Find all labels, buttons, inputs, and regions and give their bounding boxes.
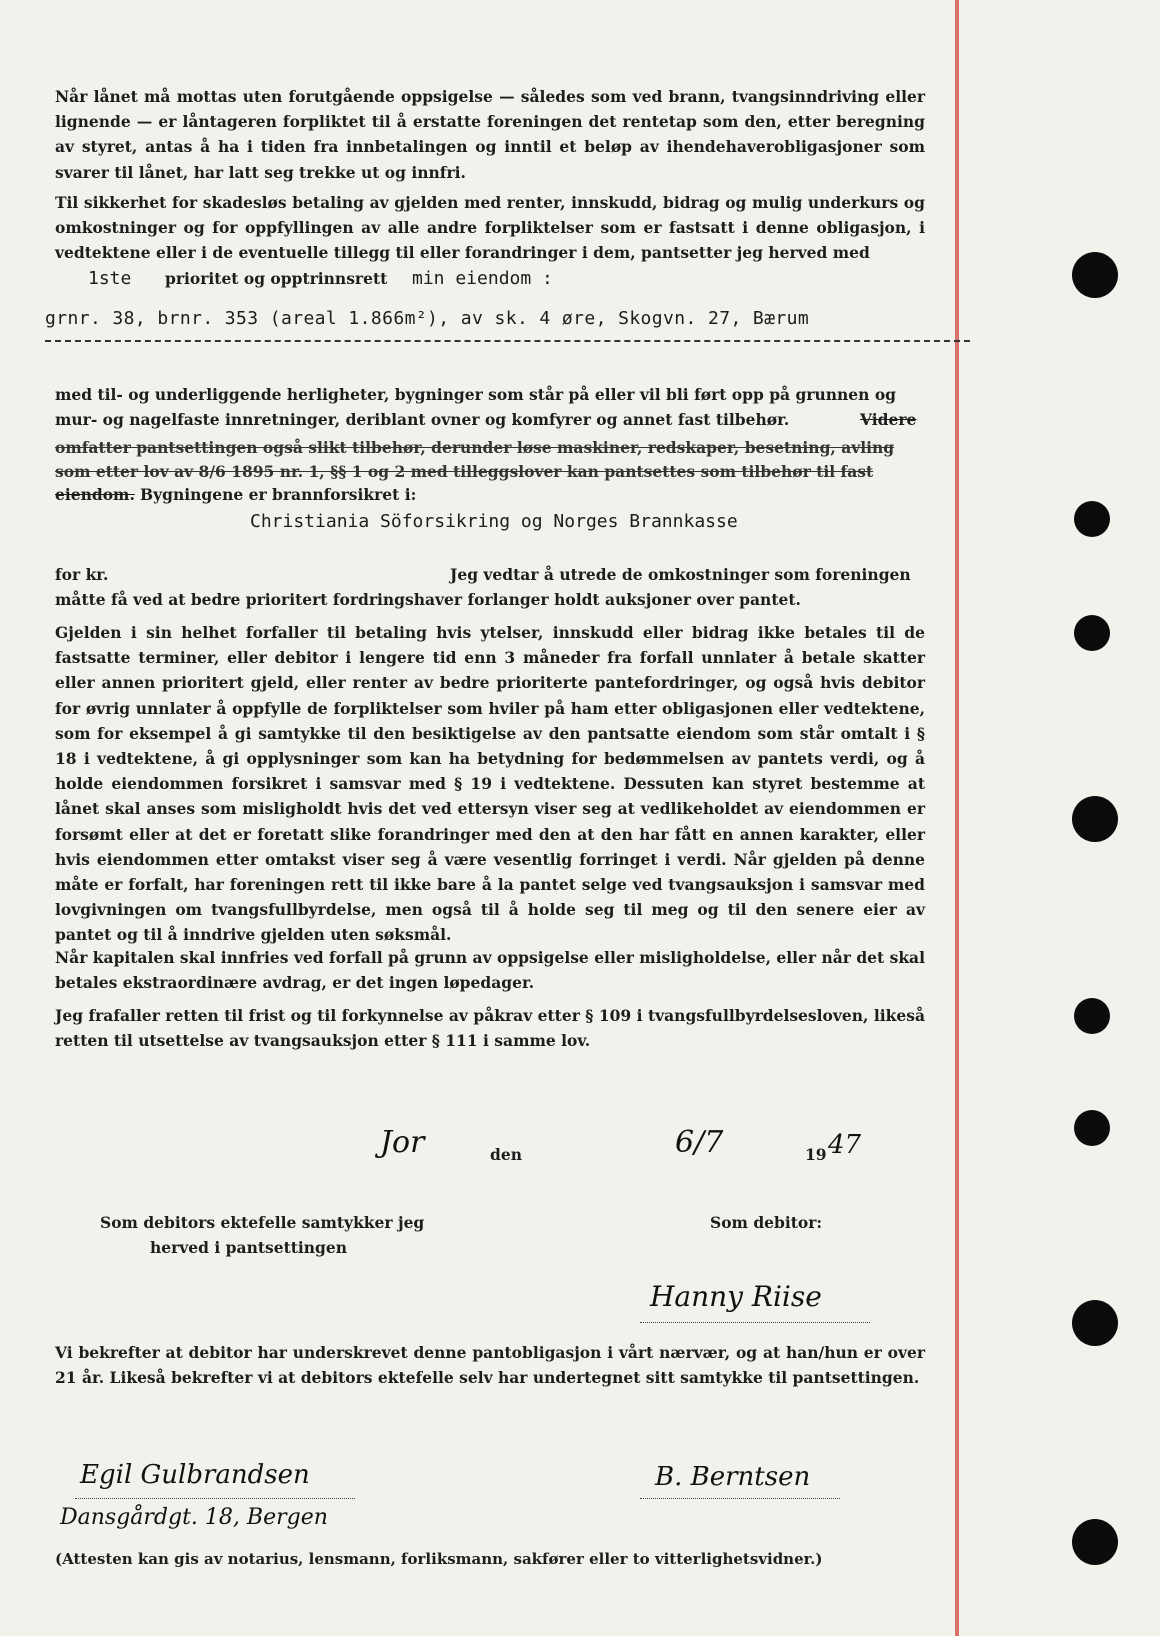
struck-text: omfatter pantsettingen også slikt tilbehør, derunder løse maskiner, redskaper, besetning, avling [55,438,895,457]
punch-hole [1072,1300,1118,1346]
struck-text: som etter lov av 8/6 1895 nr. 1, §§ 1 og 2 med tilleggslover kan pantsettes som tilbehør til fast [55,462,874,481]
property-typed: min eiendom : [412,268,553,289]
dashed-rule [45,340,970,342]
struck-text: eiendom. [55,485,135,504]
witness1-address: Dansgårdgt. 18, Bergen [60,1505,328,1530]
witness2-signature: B. Berntsen [655,1462,811,1492]
property-description: grnr. 38, brnr. 353 (areal 1.866m²), av sk. 4 øre, Skogvn. 27, Bærum [45,308,810,329]
punch-hole [1072,796,1118,842]
costs-clause-cont: måtte få ved at bedre prioritert fordringshaver forlanger holdt auksjoner over pantet. [55,590,801,609]
witness1-signature: Egil Gulbrandsen [80,1460,310,1490]
costs-clause: Jeg vedtar å utrede de omkostninger som foreningen [450,565,911,584]
punch-hole [1072,1519,1118,1565]
year-suffix: 47 [828,1130,862,1160]
signing-date: 6/7 [675,1125,724,1160]
spouse-consent-label-2: herved i pantsettingen [150,1238,348,1257]
priority-typed: 1ste [88,268,132,289]
signature-line [75,1498,355,1499]
debtor-signature: Hanny Riise [650,1280,822,1313]
paragraph-early-repayment: Når lånet må mottas uten forutgående oppsigelse — således som ved brann, tvangsinndriving eller lignende — er låntageren forpliktet til å erstatte foreningen det rentetap som den, etter beregning av styret, antas å ha i tiden fra innbetalingen og inntil et beløp av ihendehaverobligasjoner som svarer til lånet, har latt seg trekke ut og innfri. [55,87,925,182]
punch-hole [1072,252,1118,298]
struck-text: Videre [860,410,917,429]
punch-hole [1074,998,1110,1034]
signature-line [640,1322,870,1323]
paragraph-security: Til sikkerhet for skadesløs betaling av gjelden med renter, innskudd, bidrag og mulig underkurs og omkostninger og for oppfyllingen av alle andre forpliktelser som er fastsatt i denne obligasjon, i vedtektene eller i de eventuelle tillegg til eller forandringer i dem, pantsetter jeg herved med [55,193,925,263]
insurance-label: Bygningene er brannforsikret i: [140,485,417,504]
debtor-label: Som debitor: [710,1213,823,1232]
paragraph-waiver: Jeg frafaller retten til frist og til forkynnelse av påkrav etter § 109 i tvangsfullbyrdelsesloven, likeså retten til utsettelse av tvangsauksjon etter § 111 i samme lov. [55,1006,925,1051]
attestation-note: (Attesten kan gis av notarius, lensmann, forliksmann, sakfører eller to vitterlighetsvidner.) [55,1550,823,1568]
paragraph-no-grace-days: Når kapitalen skal innfries ved forfall på grunn av oppsigelse eller misligholdelse, eller når det skal betales ekstraordinære avdrag, er det ingen løpedager. [55,948,925,993]
paragraph-witness-confirmation: Vi bekrefter at debitor har underskrevet denne pantobligasjon i vårt nærvær, og at han/hun er over 21 år. Likeså bekrefter vi at debitors ektefelle selv har undertegnet sitt samtykke til pantsettingen. [55,1343,925,1388]
signing-place: Jor [380,1125,425,1160]
priority-label: prioritet og opptrinnsrett [165,269,388,288]
signature-line [640,1498,840,1499]
punch-hole [1074,615,1110,651]
punch-hole [1074,1110,1110,1146]
date-label: den [490,1145,522,1164]
margin-line [955,0,959,1636]
insurer-name: Christiania Söforsikring og Norges Brannkasse [250,511,738,532]
appurtenances-line-2: mur- og nagelfaste innretninger, deriblant ovner og komfyrer og annet fast tilbehør. [55,410,790,429]
spouse-consent-label: Som debitors ektefelle samtykker jeg [100,1213,425,1232]
amount-label: for kr. [55,565,109,584]
punch-hole [1074,501,1110,537]
paragraph-default-terms: Gjelden i sin helhet forfaller til betaling hvis ytelser, innskudd eller bidrag ikke betales til de fastsatte terminer, eller debitor i lengere tid enn 3 måneder fra forfall unnlater å betale skatter eller annen prioritert gjeld, eller renter av bedre prioriterte pantefordringer, og også hvis debitor for øvrig unnlater å oppfylle de forpliktelser som hviler på ham etter obligasjonen eller vedtektene, som for eksempel å gi samtykke til den besiktigelse av den pantsatte eiendom som står omtalt i § 18 i vedtektene, å gi opplysninger som kan ha betydning for bedømmelsen av pantets verdi, og å holde eiendommen forsikret i samsvar med § 19 i vedtektene. Dessuten kan styret bestemme at lånet skal anses som misligholdt hvis det ved ettersyn viser seg at vedlikeholdet av eiendommen er forsømt eller at det er foretatt slike forandringer med den at den har fått en annen karakter, eller hvis eiendommen etter omtakst viser seg å være vesentlig forringet i verdi. Når gjelden på denne måte er forfalt, har foreningen rett til ikke bare å la pantet selge ved tvangsauksjon i samsvar med lovgivningen om tvangsfullbyrdelse, men også til å holde seg til meg og til den senere eier av pantet og til å inndrive gjelden uten søksmål. [55,623,925,945]
year-prefix: 19 [805,1145,827,1164]
appurtenances-line-1: med til- og underliggende herligheter, bygninger som står på eller vil bli ført opp på grunnen og [55,385,896,404]
